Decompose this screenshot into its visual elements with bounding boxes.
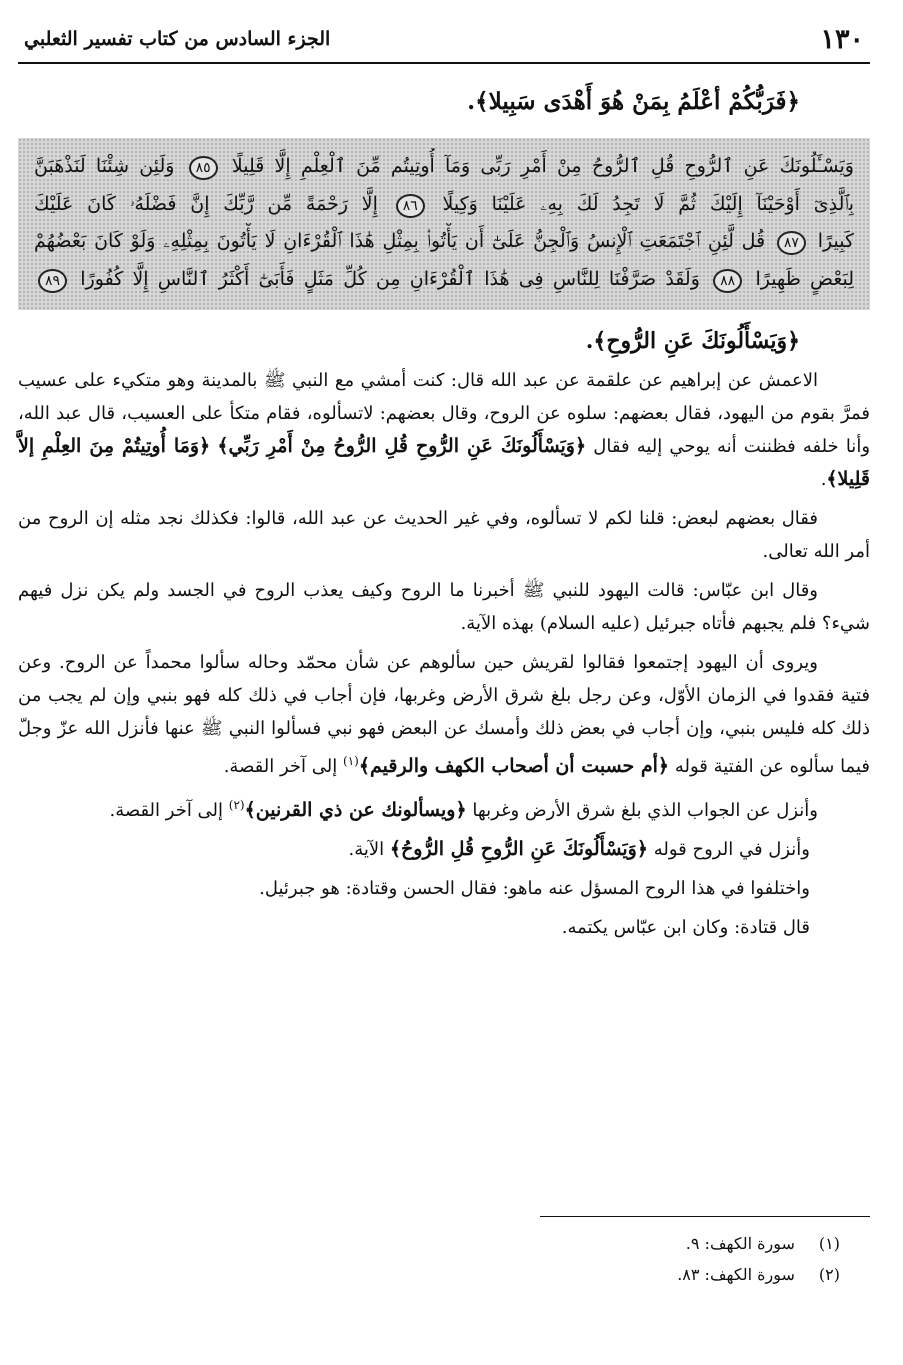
footnote-text: سورة الكهف: ٨٣.	[677, 1265, 795, 1284]
quran-line-4	[34, 261, 854, 299]
paragraph-text: الاعمش عن إبراهيم عن علقمة عن عبد الله قال: كنت أمشي مع النبي ﷺ بالمدينة وهو متكيء على عسيب فمرَّ بقوم من اليهود، فقال بعضهم: سلوه عن الروح، وقال بعضهم: لاتسألوه، فقام متكأ على العسيب، قال عبد الله، وأنا خلفه فظننت أنه يوحي إليه فقال	[18, 370, 871, 457]
paragraph-1	[18, 364, 870, 496]
quran-line-1	[34, 148, 854, 186]
paragraph-text: إلى آخر القصة.	[223, 756, 338, 777]
ayah-number-mark: ٨٧	[777, 231, 806, 255]
quran-text: لِبَعْضٍ ظَهِيرًا	[755, 267, 854, 290]
paragraph-3: وقال ابن عبّاس: قالت اليهود للنبي ﷺ أخبرنا ما الروح وكيف يعذب الروح في الجسد ولم يكن نزل فيهم شيء؟ فلم يجبهم فأتاه جبرئيل (عليه السلام) بهذه الآية.	[18, 580, 870, 634]
page-header	[18, 22, 870, 64]
footnote-number: (١)	[818, 1234, 840, 1253]
paragraph-text: ويروى أن اليهود إجتمعوا فقالوا لقريش حين سألوهم عن شأن محمّد وحاله سألوا محمداً عن الروح. وعن فتية فقدوا في الزمان الأوّل، وعن رجل بلغ شرق الأرض وغربها، فإن أجاب في ذلك كله فهو بنبي وإن لم يجب من ذلك كله فليس بنبي، وإن أجاب في بعض ذلك وأمسك عن البعض فهو نبي فسألوا النبي ﷺ عنها فأنزل الله عزّ وجلّ فيما سألوه عن الفتية قوله	[18, 652, 870, 777]
quoted-verse: ﴿وَيَسْأَلُونَكَ عَنِ الرُّوحِ قُلِ الرُّوحُ﴾	[389, 838, 648, 860]
footnote-item	[677, 1228, 840, 1259]
footnote-item	[677, 1259, 840, 1290]
paragraph-4	[18, 646, 870, 783]
ayah-number-mark: ٨٦	[396, 194, 425, 218]
ayah-number-mark: ٨٩	[38, 269, 67, 293]
quran-line-3	[34, 223, 854, 261]
footnote-number: (٢)	[818, 1265, 840, 1284]
paragraph-text: وأنزل في الروح قوله	[653, 839, 810, 860]
paragraph-text: وأنزل عن الجواب الذي بلغ شرق الأرض وغربها	[472, 800, 818, 821]
quoted-verse: ﴿وَمَا أُوتِيتُمْ مِنَ العِلْمِ إلاَّ قَلِيلا﴾	[18, 435, 870, 490]
footnote-divider	[540, 1216, 870, 1217]
quran-line-2	[34, 186, 854, 224]
quran-text: وَلَقَدْ صَرَّفْنَا لِلنَّاسِ فِى هَٰذَا ٱلْقُرْءَانِ مِن كُلِّ مَثَلٍ فَأَبَىٰٓ أَكْثَرُ ٱلنَّاسِ إِلَّا كُفُورًا	[80, 267, 700, 290]
quran-text-box	[18, 138, 870, 310]
paragraph-text: .	[820, 469, 827, 490]
footnote-ref[interactable]: (١)	[343, 754, 359, 768]
quoted-verse: ﴿ويسألونك عن ذي القرنين﴾	[244, 799, 467, 821]
ayah-number-mark: ٨٨	[713, 269, 742, 293]
quoted-verse: ﴿أم حسبت أن أصحاب الكهف والرقيم﴾	[358, 755, 670, 777]
section-heading: ﴿وَيَسْأَلُونَكَ عَنِ الرُّوحِ﴾.	[585, 328, 800, 354]
paragraph-7: واختلفوا في هذا الروح المسؤل عنه ماهو: فقال الحسن وقتادة: هو جبرئيل.	[259, 878, 810, 899]
ayah-number-mark: ٨٥	[189, 156, 218, 180]
running-title: الجزء السادس من كتاب تفسير الثعلبي	[24, 28, 331, 50]
paragraph-8: قال قتادة: وكان ابن عبّاس يكتمه.	[561, 917, 810, 938]
quran-text: وَيَسْـَٔلُونَكَ عَنِ ٱلرُّوحِ قُلِ ٱلرُّوحُ مِنْ أَمْرِ رَبِّى وَمَآ أُوتِيتُم مِّنَ ٱلْعِلْمِ إِلَّا قَلِيلًا	[231, 155, 854, 177]
quran-text: بِٱلَّذِىٓ أَوْحَيْنَآ إِلَيْكَ ثُمَّ لَا تَجِدُ لَكَ بِهِۦ عَلَيْنَا وَكِيلًا	[442, 192, 854, 215]
quran-text: قُل لَّئِنِ ٱجْتَمَعَتِ ٱلْإِنسُ وَٱلْجِنُّ عَلَىٰٓ أَن يَأْتُوا۟ بِمِثْلِ هَٰذَا ٱلْقُرْءَانِ لَا يَأْتُونَ بِمِثْلِهِۦ وَلَوْ كَانَ بَعْضُهُمْ	[34, 230, 766, 252]
intro-verse: ﴿فَرَبُّكُمْ أعْلَمُ بِمَنْ هُوَ أَهْدَى سَبِيلا﴾.	[467, 88, 800, 115]
paragraph-text: إلى آخر القصة.	[109, 800, 224, 821]
paragraph-2: فقال بعضهم لبعض: قلنا لكم لا تسألوه، وفي غير الحديث عن عبد الله، قالوا: فكذلك نجد مثله إن الروح من أمر الله تعالى.	[18, 508, 870, 562]
quran-text: إِلَّا رَحْمَةً مِّن رَّبِّكَ إِنَّ فَضْلَهُۥ كَانَ عَلَيْكَ	[34, 192, 378, 215]
page	[18, 22, 871, 1284]
page-number: ١٣٠	[820, 24, 864, 55]
quran-text: وَلَئِن شِئْنَا لَنَذْهَبَنَّ	[34, 155, 175, 177]
quoted-verse: ﴿وَيَسْأَلُونَكَ عَنِ الرُّوحِ قُلِ الرُّوحُ مِنْ أَمْرِ رَبِّي﴾	[217, 435, 587, 457]
paragraph-5	[18, 789, 870, 827]
footnote-text: سورة الكهف: ٩.	[685, 1234, 795, 1253]
paragraph-6	[18, 833, 810, 866]
paragraph-text: الآية.	[348, 839, 385, 860]
footnotes	[677, 1228, 840, 1290]
quran-text: كَبِيرًا	[817, 230, 854, 252]
footnote-ref[interactable]: (٢)	[228, 798, 245, 812]
